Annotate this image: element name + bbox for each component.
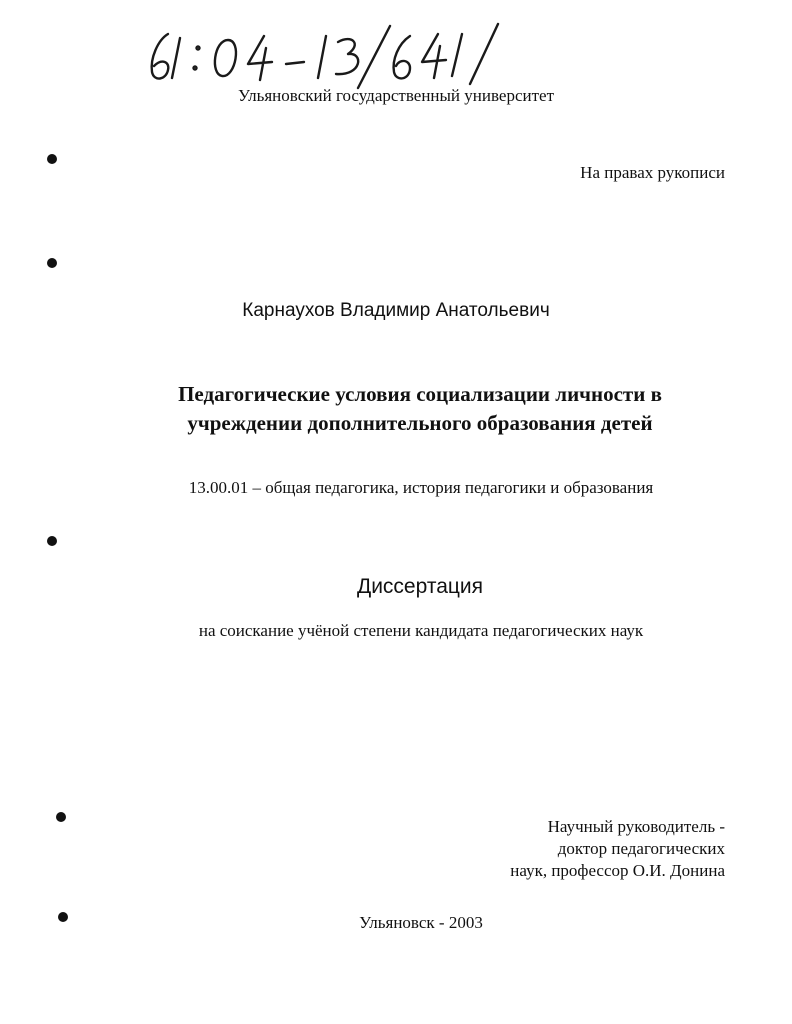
title-line-1: Педагогические условия социализации личности в: [178, 382, 662, 406]
rights-note: На правах рукописи: [580, 163, 725, 182]
punch-hole-mark: [47, 536, 57, 546]
title-line-2: учреждении дополнительного образования детей: [187, 411, 653, 435]
dissertation-title: [100, 380, 740, 438]
punch-hole-mark: [47, 258, 57, 268]
speciality-code: 13.00.01 – общая педагогика, история педагогики и образования: [188, 478, 654, 497]
handwritten-archive-code: [140, 18, 520, 90]
punch-hole-mark: [56, 812, 66, 822]
degree-statement: на соискание учёной степени кандидата педагогических наук: [198, 621, 644, 640]
supervisor-block: [510, 816, 725, 882]
punch-hole-mark: [58, 912, 68, 922]
supervisor-line-3: наук, профессор О.И. Донина: [510, 861, 725, 880]
author-name: Карнаухов Владимир Анатольевич: [242, 300, 550, 321]
punch-hole-mark: [47, 154, 57, 164]
document-type: Диссертация: [356, 575, 484, 598]
supervisor-line-2: доктор педагогических: [557, 839, 725, 858]
university-name: Ульяновский государственный университет: [238, 86, 554, 105]
city-year: Ульяновск - 2003: [359, 913, 483, 932]
supervisor-line-1: Научный руководитель -: [547, 817, 725, 836]
